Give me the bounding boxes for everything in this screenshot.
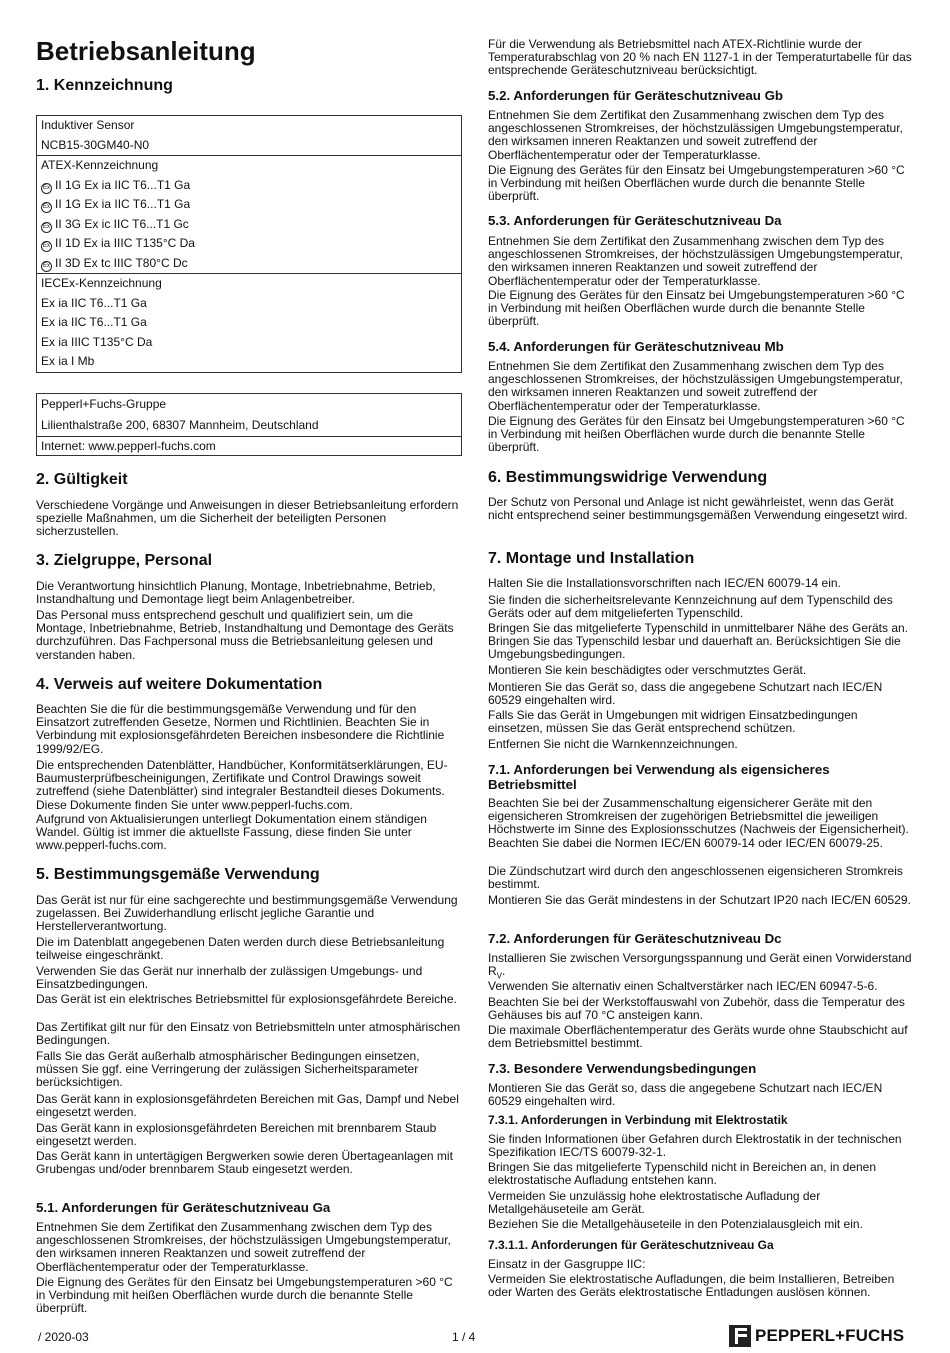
section-5-paragraph: Die im Datenblatt angegebenen Daten werden durch diese Betriebsanleitung teilweise eingeschränkt. — [36, 935, 445, 963]
section-6-paragraph: Der Schutz von Personal und Anlage ist nicht gewährleistet, wenn das Gerät nicht entsprechend seiner bestimmungsgemäßen Verwendung eingesetzt wird. — [488, 495, 908, 523]
section-5-2-paragraph: Die Eignung des Gerätes für den Einsatz bei Umgebungstemperaturen >60 °C in Verbindung mit heißen Oberflächen wurde durch die benannte Stelle überprüft. — [488, 163, 905, 204]
marking-product-section — [37, 116, 461, 155]
atex-temperature-note: Für die Verwendung als Betriebsmittel nach ATEX-Richtlinie wurde der Temperaturabschlag von 20 % nach EN 1127-1 in der Temperaturtabelle für das entsprechende Geräteschutzniveau berücksichtigt. — [488, 37, 912, 78]
section-5-heading: 5. Bestimmungsgemäße Verwendung — [36, 866, 320, 883]
marking-row: Induktiver Sensor — [41, 118, 135, 132]
section-1-heading: 1. Kennzeichnung — [36, 77, 173, 94]
marking-table — [36, 115, 462, 373]
section-5-paragraph: Das Gerät kann in explosionsgefährdeten Bereichen mit brennbarem Staub eingesetzt werden. — [36, 1121, 437, 1149]
section-5-4-paragraph: Entnehmen Sie dem Zertifikat den Zusammenhang zwischen dem Typ des angeschlossenen Stromkreises, der höchstzulässigen Umgebungstemperatur, den wirksamen inneren Reaktanzen und soweit zutreffend der Oberflächentemperatur oder der Temperaturklasse. — [488, 359, 903, 413]
marking-row: Ex ia IIC T6...T1 Ga — [41, 295, 147, 310]
ex-icon: Ex — [41, 222, 52, 233]
section-7-2-paragraph: Die maximale Oberflächentemperatur des Geräts wurde ohne Staubschicht auf dem Betriebsmittel bestimmt. — [488, 1023, 908, 1051]
section-7-3-1-paragraph: Sie finden Informationen über Gefahren durch Elektrostatik in der technischen Spezifikation IEC/TS 60079-32-1. — [488, 1132, 902, 1160]
pf-logo-icon — [729, 1325, 751, 1347]
ex-icon: Ex — [41, 202, 52, 213]
manufacturer-row: Pepperl+Fuchs-Gruppe — [41, 397, 167, 411]
section-7-3-1-paragraph: Beziehen Sie die Metallgehäuseteile in den Potenzialausgleich mit ein. — [488, 1217, 863, 1231]
section-7-2-paragraph: Beachten Sie bei der Werkstoffauswahl von Zubehör, dass die Temperatur des Gehäuses bis auf 70 °C ansteigen kann. — [488, 995, 905, 1023]
section-7-2-heading: 7.2. Anforderungen für Geräteschutzniveau Dc — [488, 931, 782, 946]
manufacturer-table — [36, 393, 462, 456]
section-7-paragraph: Sie finden die sicherheitsrelevante Kennzeichnung auf dem Typenschild des Geräts oder auf dem mitgelieferten Typenschild. — [488, 593, 893, 621]
section-5-1-paragraph: Die Eignung des Gerätes für den Einsatz bei Umgebungstemperaturen >60 °C in Verbindung mit heißen Oberflächen wurde durch die benannte Stelle überprüft. — [36, 1275, 453, 1316]
document-title: Betriebsanleitung — [36, 36, 256, 66]
section-3-paragraph: Das Personal muss entsprechend geschult und qualifiziert sein, um die Montage, Inbetriebnahme, Betrieb, Instandhaltung und Demontage des Geräts durchzuführen. Das Fachpersonal muss die Betriebsanleitung gelesen und verstanden haben. — [36, 608, 454, 662]
marking-row: Ex II 1G Ex ia IIC T6...T1 Ga — [42, 197, 191, 211]
section-7-3-1-paragraph: Vermeiden Sie unzulässig hohe elektrostatische Aufladung der Metallgehäuseteile am Gerät. — [488, 1189, 821, 1217]
marking-row: Ex ia I Mb — [41, 354, 95, 368]
section-5-3-paragraph: Entnehmen Sie dem Zertifikat den Zusammenhang zwischen dem Typ des angeschlossenen Stromkreises, der höchstzulässigen Umgebungstemperatur, den wirksamen inneren Reaktanzen und soweit zutreffend der Oberflächentemperatur oder der Temperaturklasse. — [488, 234, 903, 288]
marking-row: Ex ia IIC T6...T1 Ga — [41, 315, 147, 329]
brand-logo — [729, 1325, 904, 1347]
section-7-3-1-heading: 7.3.1. Anforderungen in Verbindung mit Elektrostatik — [488, 1113, 788, 1127]
section-7-1-paragraph: Montieren Sie das Gerät mindestens in der Schutzart IP20 nach IEC/EN 60529. — [488, 893, 911, 907]
marking-row: Ex II 3G Ex ic IIC T6...T1 Gc — [42, 216, 189, 231]
section-5-2-paragraph: Entnehmen Sie dem Zertifikat den Zusammenhang zwischen dem Typ des angeschlossenen Stromkreises, der höchstzulässigen Umgebungstemperatur, den wirksamen inneren Reaktanzen und soweit zutreffend der Oberflächentemperatur oder der Temperaturklasse. — [488, 108, 903, 162]
section-3-heading: 3. Zielgruppe, Personal — [36, 552, 213, 569]
internet-row: Internet: www.pepperl-fuchs.com — [41, 439, 216, 453]
footer-date: / 2020-03 — [38, 1330, 89, 1344]
marking-row: ATEX-Kennzeichnung — [41, 158, 159, 172]
section-7-1-paragraph: Die Zündschutzart wird durch den angeschlossenen eigensicheren Stromkreis bestimmt. — [488, 864, 903, 892]
manufacturer-section — [37, 394, 461, 436]
section-4-heading: 4. Verweis auf weitere Dokumentation — [36, 676, 323, 693]
ex-icon: Ex — [41, 241, 52, 252]
section-7-3-paragraph: Montieren Sie das Gerät so, dass die angegebene Schutzart nach IEC/EN 60529 eingehalten wird. — [488, 1081, 883, 1109]
section-7-paragraph: Montieren Sie kein beschädigtes oder verschmutztes Gerät. — [488, 663, 807, 677]
section-6-heading: 6. Bestimmungswidrige Verwendung — [488, 469, 768, 486]
marking-atex-section — [37, 155, 461, 273]
section-7-paragraph: Bringen Sie das mitgelieferte Typenschild in unmittelbarer Nähe des Geräts an. Bringen Sie das Typenschild lesbar und dauerhaft an. Berücksichtigen Sie die Umgebungsbedingungen. — [488, 621, 909, 662]
section-4-paragraph: Beachten Sie die für die bestimmungsgemäße Verwendung und für den Einsatzort zutreffenden Gesetze, Normen und Richtlinien. Beachten Sie in Verbindung mit explosionsgefährdeten Bereichen insbesondere die Richtlinie 1999/92/EG. — [36, 702, 445, 756]
internet-section — [37, 436, 461, 455]
marking-row: Ex ia IIIC T135°C Da — [41, 334, 153, 349]
marking-row: IECEx-Kennzeichnung — [41, 276, 162, 290]
section-5-paragraph: Das Gerät ist nur für eine sachgerechte und bestimmungsgemäße Verwendung zugelassen. Bei Zuwiderhandlung erlischt jegliche Garantie und Herstellerverantwortung. — [36, 893, 458, 934]
section-7-3-1-1-paragraph: Einsatz in der Gasgruppe IIC: — [488, 1257, 646, 1271]
section-5-paragraph: Das Gerät kann in explosionsgefährdeten Bereichen mit Gas, Dampf und Nebel eingesetzt werden. — [36, 1092, 459, 1120]
marking-row: Ex II 3D Ex tc IIIC T80°C Dc — [42, 255, 188, 270]
section-5-1-heading: 5.1. Anforderungen für Geräteschutzniveau Ga — [36, 1200, 331, 1215]
section-7-paragraph: Entfernen Sie nicht die Warnkennzeichnungen. — [488, 737, 738, 751]
section-5-4-heading: 5.4. Anforderungen für Geräteschutzniveau Mb — [488, 339, 784, 354]
section-7-paragraph: Halten Sie die Installationsvorschriften nach IEC/EN 60079-14 ein. — [488, 576, 841, 590]
section-7-3-1-1-paragraph: Vermeiden Sie elektrostatische Aufladungen, die beim Installieren, Betreiben oder Warten des Geräts elektrostatische Entladungen auslösen können. — [488, 1272, 895, 1300]
footer-page-number: 1 / 4 — [452, 1330, 476, 1344]
section-7-3-heading: 7.3. Besondere Verwendungsbedingungen — [488, 1061, 757, 1076]
marking-iecex-section — [37, 273, 461, 372]
manufacturer-row: Lilienthalstraße 200, 68307 Mannheim, Deutschland — [41, 418, 319, 432]
section-7-3-1-paragraph: Bringen Sie das mitgelieferte Typenschild nicht in Bereichen an, in denen elektrostatische Aufladung entstehen kann. — [488, 1160, 877, 1188]
section-4-paragraph: Die entsprechenden Datenblätter, Handbücher, Konformitätserklärungen, EU-Baumusterprüfbescheinigungen, Zertifikate und Control Drawings soweit zutreffend (siehe Datenblätter) sind integraler Bestandteil dieses Dokuments. Diese Dokumente finden Sie unter www.pepperl-fuchs.com. — [36, 758, 448, 812]
section-5-4-paragraph: Die Eignung des Gerätes für den Einsatz bei Umgebungstemperaturen >60 °C in Verbindung mit heißen Oberflächen wurde durch die benannte Stelle überprüft. — [488, 414, 905, 455]
section-7-1-heading: 7.1. Anforderungen bei Verwendung als eigensicheres Betriebsmittel — [488, 762, 830, 792]
section-5-1-paragraph: Entnehmen Sie dem Zertifikat den Zusammenhang zwischen dem Typ des angeschlossenen Stromkreises, der höchstzulässigen Umgebungstemperatur, den wirksamen inneren Reaktanzen und soweit zutreffend der Oberflächentemperatur oder der Temperaturklasse. — [36, 1220, 451, 1274]
marking-row: NCB15-30GM40-N0 — [41, 137, 150, 152]
ex-icon: Ex — [41, 183, 52, 194]
section-5-2-heading: 5.2. Anforderungen für Geräteschutzniveau Gb — [488, 88, 784, 103]
section-7-heading: 7. Montage und Installation — [488, 550, 695, 567]
section-5-3-paragraph: Die Eignung des Gerätes für den Einsatz bei Umgebungstemperaturen >60 °C in Verbindung mit heißen Oberflächen wurde durch die benannte Stelle überprüft. — [488, 288, 905, 329]
section-7-2-paragraph: Verwenden Sie alternativ einen Schaltverstärker nach IEC/EN 60947-5-6. — [488, 979, 878, 993]
section-2-heading: 2. Gültigkeit — [36, 471, 128, 488]
brand-name: PEPPERL+FUCHS — [755, 1326, 905, 1345]
section-5-paragraph: Das Zertifikat gilt nur für den Einsatz von Betriebsmitteln unter atmosphärischen Bedingungen. — [36, 1020, 461, 1048]
section-3-paragraph: Die Verantwortung hinsichtlich Planung, Montage, Inbetriebnahme, Betrieb, Instandhaltung und Demontage liegt beim Anlagenbetreiber. — [36, 579, 436, 607]
section-2-paragraph: Verschiedene Vorgänge und Anweisungen in dieser Betriebsanleitung erfordern spezielle Maßnahmen, um die Sicherheit der beteiligten Personen sicherzustellen. — [36, 498, 459, 539]
section-5-paragraph: Das Gerät kann in untertägigen Bergwerken sowie deren Übertageanlagen mit Grubengas und/oder brennbarem Staub eingesetzt werden. — [36, 1149, 453, 1177]
section-7-3-1-1-heading: 7.3.1.1. Anforderungen für Geräteschutzniveau Ga — [488, 1238, 774, 1252]
section-5-paragraph: Verwenden Sie das Gerät nur innerhalb der zulässigen Umgebungs- und Einsatzbedingungen. — [36, 964, 423, 992]
ex-icon: Ex — [41, 261, 52, 272]
section-7-paragraph: Montieren Sie das Gerät so, dass die angegebene Schutzart nach IEC/EN 60529 eingehalten wird. — [488, 680, 883, 708]
section-5-3-heading: 5.3. Anforderungen für Geräteschutzniveau Da — [488, 213, 782, 228]
section-7-1-paragraph: Beachten Sie bei der Zusammenschaltung eigensicherer Geräte mit den eigensicheren Stromkreisen der zugehörigen Betriebsmittel die jeweiligen Höchstwerte im Sinne des Explosionsschutzes (Nachweis der Eigensicherheit). Beachten Sie dabei die Normen IEC/EN 60079-14 oder IEC/EN 60079-25. — [488, 796, 909, 850]
marking-row: Ex II 1D Ex ia IIIC T135°C Da — [42, 236, 195, 250]
section-7-paragraph: Falls Sie das Gerät in Umgebungen mit widrigen Einsatzbedingungen einsetzen, müssen Sie das Gerät entsprechend schützen. — [488, 708, 858, 736]
section-5-paragraph: Falls Sie das Gerät außerhalb atmosphärischer Bedingungen einsetzen, müssen Sie ggf. eine Verringerung der zulässigen Sicherheitsparameter berücksichtigen. — [36, 1049, 420, 1090]
section-7-2-paragraph: Installieren Sie zwischen Versorgungsspannung und Gerät einen Vorwiderstand $R_V$. — [488, 951, 912, 981]
marking-row: Ex II 1G Ex ia IIC T6...T1 Ga — [42, 177, 191, 192]
section-5-paragraph: Das Gerät ist ein elektrisches Betriebsmittel für explosionsgefährdete Bereiche. — [36, 992, 457, 1006]
section-4-paragraph: Aufgrund von Aktualisierungen unterliegt Dokumentation einem ständigen Wandel. Gültig ist immer die aktuellste Fassung, diese finden Sie unter www.pepperl-fuchs.com. — [36, 812, 427, 853]
